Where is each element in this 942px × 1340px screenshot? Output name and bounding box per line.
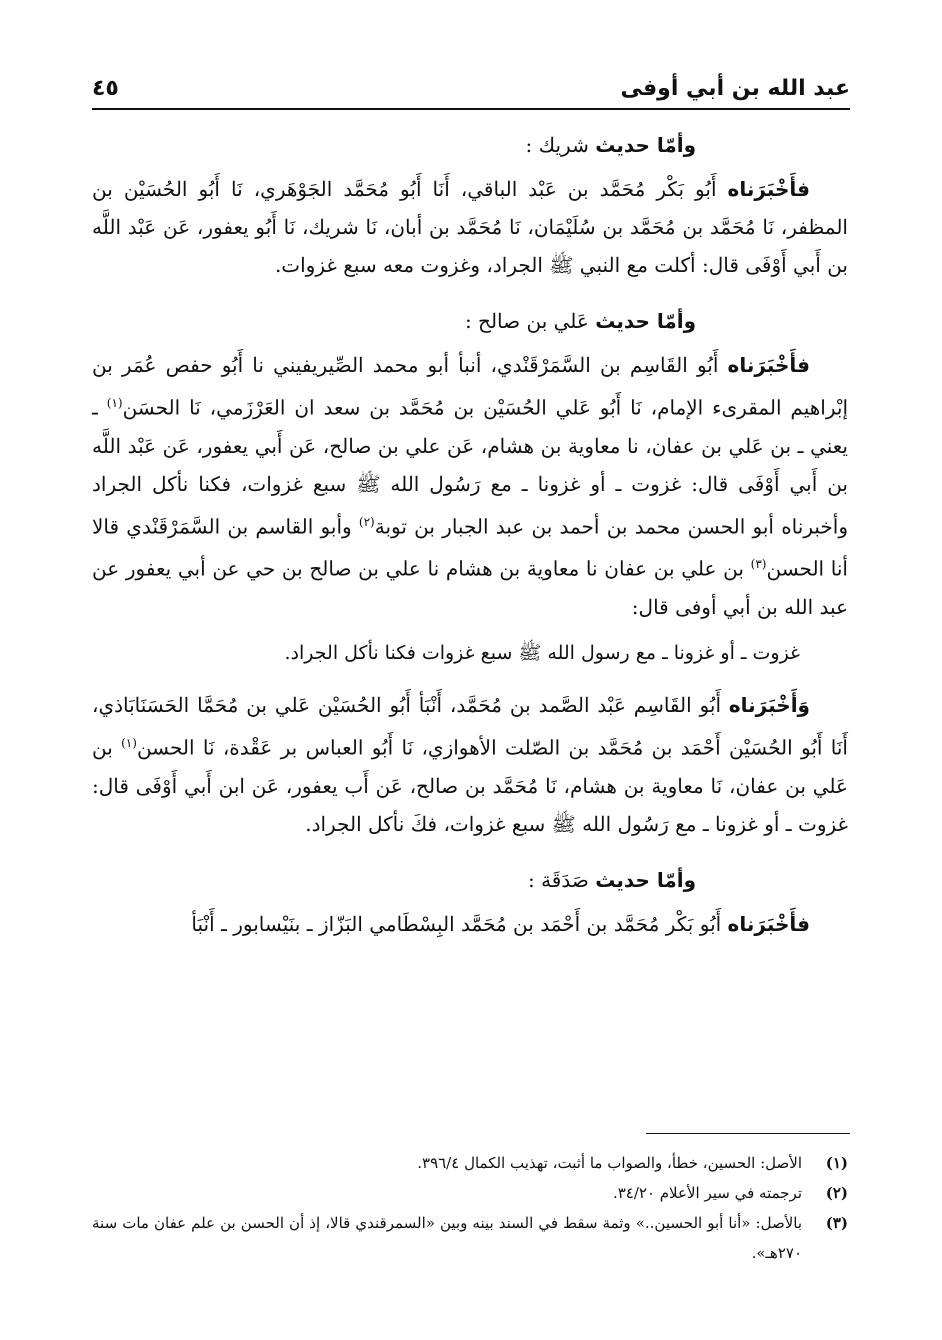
footnote-item [92,1178,848,1208]
paragraph [92,686,848,843]
footnote-number: (١) [825,1154,848,1172]
paragraph [92,905,848,943]
section-heading-bold: وأمّا حديث [595,867,696,892]
paragraph-text: أَبُو القَاسِم بن السَّمَرْقَنْدي، أنبأ أبو محمد الصِّيريفيني نا أَبُو حفص عُمَر بن إبْراهيم المقرىء الإمام، نَا أَبُو عَلي الحُسَيْن بن مُحَمَّد بن سعد ان العَرْزَمي، نَا الحسَن [92,353,849,420]
footnote-number: (٣) [825,1214,848,1232]
paragraph [92,170,848,284]
paragraph-lead-word: فأَخْبَرَناه [727,911,810,936]
section-heading-rest: عَلي بن صالح : [464,309,596,333]
footnote-separator [646,1133,850,1134]
quoted-hadith: غزوت ـ أو غزونا ـ مع رسول الله ﷺ سبع غزوات فكنا نأكل الجراد. [284,641,800,664]
paragraph-text: بن علي بن عفان نا معاوية بن هشام نا علي بن صالح بن حي عن أبي يعفور عن عبد الله بن أبي أوفى قال: [92,556,848,619]
footnote-number: (٢) [825,1184,848,1202]
footnote-ref: (٣) [750,557,767,572]
paragraph-text: أَبُو بَكْر مُحَمَّد بن عَبْد الباقي، أَنَا أَبُو مُحَمَّد الجَوْهَري، نَا أَبُو الحُسَيْن بن المظفر، نَا مُحَمَّد بن مُحَمَّد بن سُلَيْمَان، نَا مُحَمَّد بن أبان، نَا شريك، نَا أَبُو يعفور، عَن عَبْد اللَّه بن أَبي أَوْفَى قال: أكلت مع النبي ﷺ الجراد، وغزوت معه سبع غزوات. [92,177,848,277]
paragraph-text: أَبُو القَاسِم عَبْد الصَّمد بن مُحَمَّد، أَنْبَأ أَبُو الحُسَيْن عَلي بن مُحَمَّا الحَسَنَابَاذي، أَنَا أَبُو الحُسَيْن أَحْمَد بن مُحَمَّد بن الصّلت الأهوازي، نَا أَبُو العباس بر عَقْدة، نَا الحسن [92,692,848,760]
footnote-ref: (١) [106,396,123,410]
footnote-text: الأصل: الحسين، خطأ، والصواب ما أثبت، تهذيب الكمال ٣٩٦/٤. [417,1154,802,1172]
paragraph [92,346,848,626]
paragraph-text: ـ يعني ـ بن عَلي بن عفان، نا معاوية بن هشام، عَن علي بن صالح، عَن أَبي يعفور، عَن عَبْد اللَّه بن أَبي أَوْفَى قال: غزوت ـ أو غزونا ـ مع رَسُول الله ﷺ سبع غزوات، فكنا نأكل الجراد وأخبرناه أبو الحسن محمد بن أحمد بن عبد الجبار بن توبة [92,395,848,539]
footnote-text: ترجمته في سير الأعلام ٣٤/٢٠. [612,1184,802,1202]
section-heading-ali-bin-salih [92,302,848,340]
footnote-ref: (٢) [358,514,375,529]
section-heading-sharik [92,126,848,164]
page-number: ٤٥ [92,76,119,101]
paragraph-text: وأبو القاسم بن السَّمَرْقَنْدي قالا أنا الحسن [92,514,848,581]
footnote-ref: (١) [121,735,137,750]
section-heading-rest: شريك : [525,133,596,157]
section-heading-sadaqa [92,861,848,899]
running-title: عبد الله بن أبي أوفى [620,76,850,101]
paragraph-text: بن عَلي بن عفان، نَا معاوية بن هشام، نَا مُحَمَّد بن صالح، عَن أَب يعفور، عَن ابن أَبي أَوْفَى قال: غزوت ـ أو غزونا ـ مع رَسُول الله ﷺ سبع غزوات، فكَ نأكل الجراد. [92,735,848,836]
footnotes [92,1148,848,1268]
paragraph-lead-word: فأَخْبَرَناه [727,353,810,377]
section-heading-bold: وأمّا حديث [595,309,696,333]
section-heading-bold: وأمّا حديث [595,133,696,157]
section-heading-rest: صَدَقَة : [527,867,596,892]
footnote-item [92,1208,848,1268]
paragraph-lead-word: وَأَخْبَرَناه [728,692,810,717]
running-header [92,64,850,110]
main-text [92,126,848,961]
paragraph-text: أَبُو بَكْر مُحَمَّد بن أَحْمَد بن مُحَمَّد البِسْطَامي البَزّاز ـ بنَيْسابور ـ أَنْبَأ [191,911,728,936]
footnote-item [92,1148,848,1178]
footnote-text: بالأصل: «أنا أبو الحسين..» وثمة سقط في السند بينه وبين «السمرقندي قالا، إذ أن الحسن بن علم عفان مات سنة ٢٧٠هـ». [92,1214,802,1262]
paragraph-lead-word: فأَخْبَرَناه [727,177,810,201]
